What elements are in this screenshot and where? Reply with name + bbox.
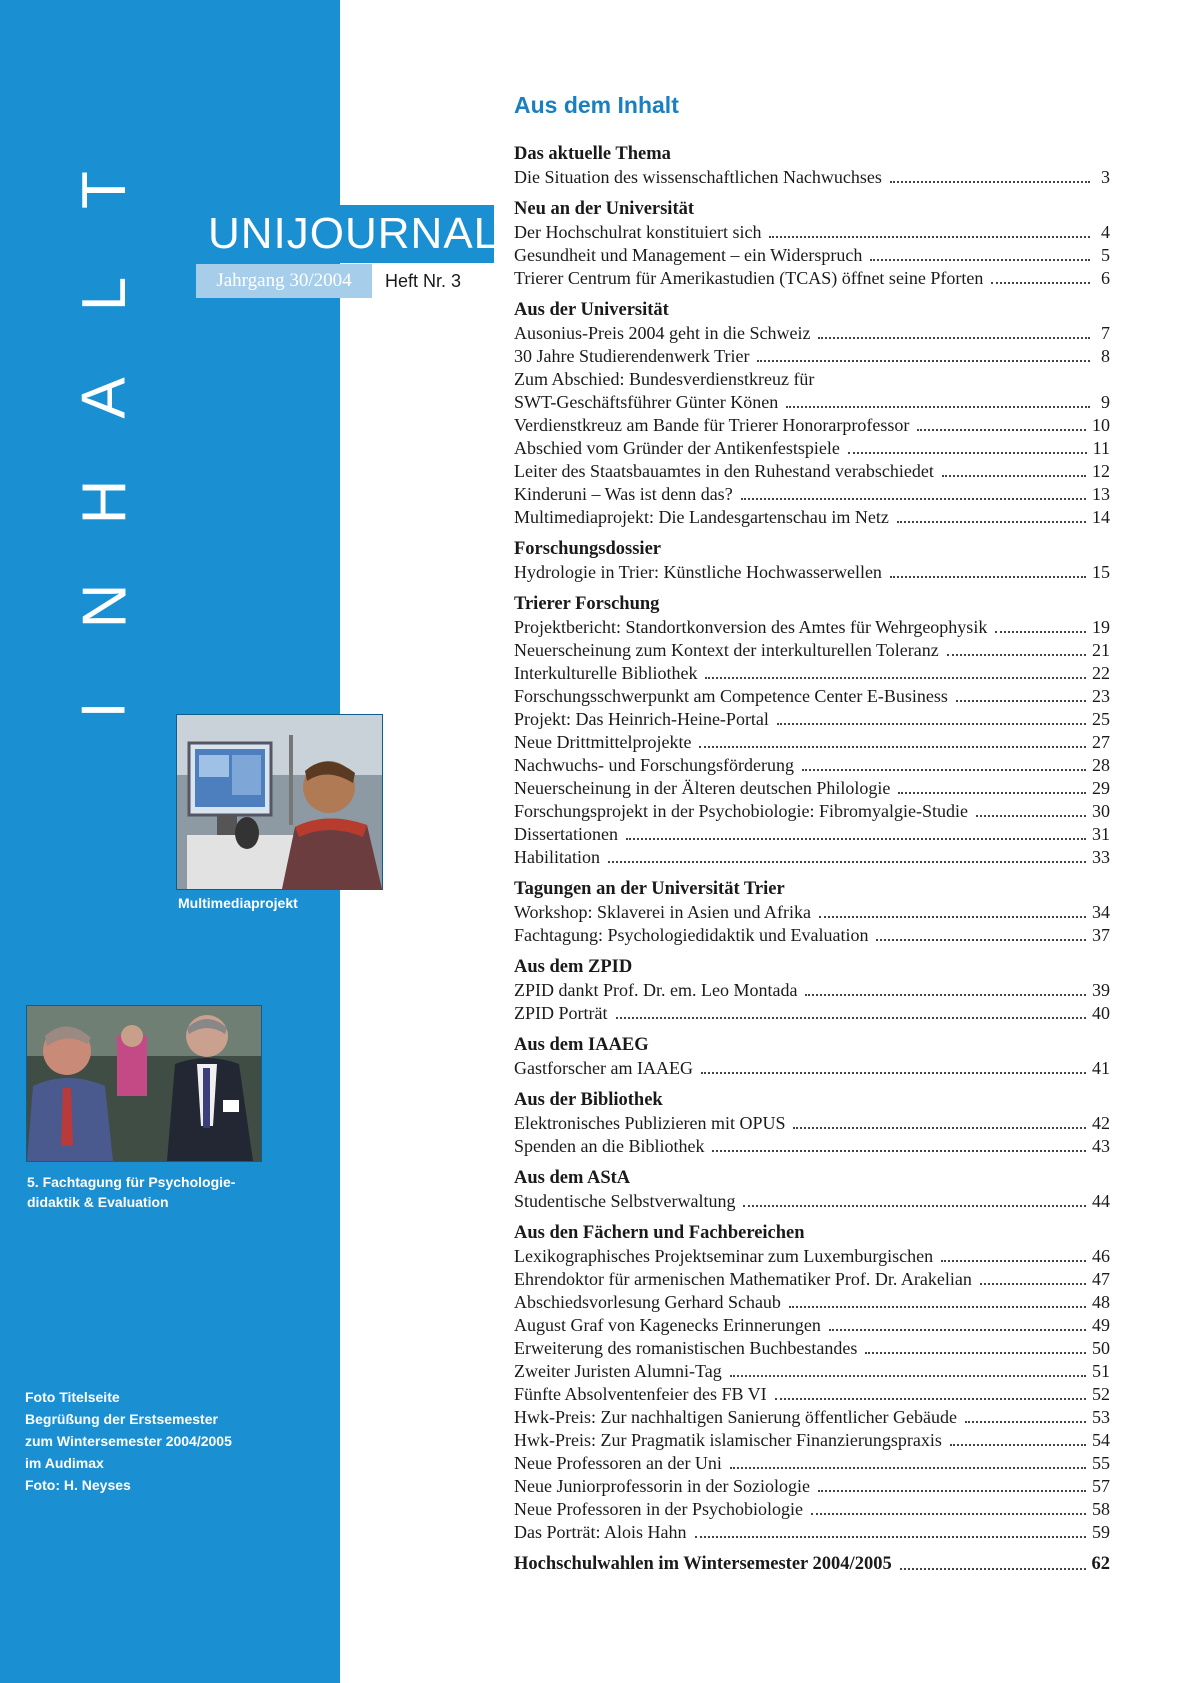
toc-entry[interactable] xyxy=(514,800,1110,823)
leader-dots xyxy=(980,1283,1086,1285)
entry-page: 49 xyxy=(1092,1315,1110,1335)
section-title: Aus der Bibliothek xyxy=(514,1090,663,1110)
toc-section xyxy=(514,1089,1110,1158)
leader-dots xyxy=(743,1205,1086,1207)
entry-title: Lexikographisches Projektseminar zum Luxemburgischen xyxy=(514,1246,934,1266)
toc-entry[interactable] xyxy=(514,1291,1110,1314)
toc-entry[interactable] xyxy=(514,823,1110,846)
entry-page: 21 xyxy=(1092,640,1110,660)
toc-entry[interactable] xyxy=(514,483,1110,506)
section-title: Forschungsdossier xyxy=(514,539,661,559)
toc-entry[interactable] xyxy=(514,639,1110,662)
caption-line: zum Wintersemester 2004/2005 xyxy=(25,1433,232,1449)
entry-title: Hochschulwahlen im Wintersemester 2004/2005 xyxy=(514,1554,892,1574)
toc-entry[interactable] xyxy=(514,1190,1110,1213)
leader-dots xyxy=(616,1017,1087,1019)
leader-dots xyxy=(695,1536,1087,1538)
toc-entry[interactable] xyxy=(514,1135,1110,1158)
entry-title: Hwk-Preis: Zur Pragmatik islamischer Finanzierungspraxis xyxy=(514,1430,942,1450)
leader-dots xyxy=(956,700,1086,702)
entry-title: Hydrologie in Trier: Künstliche Hochwasserwellen xyxy=(514,562,882,582)
toc-section xyxy=(514,956,1110,1025)
entry-title: ZPID dankt Prof. Dr. em. Leo Montada xyxy=(514,980,798,1000)
caption-line: didaktik & Evaluation xyxy=(27,1194,169,1210)
entry-page: 30 xyxy=(1092,801,1110,821)
leader-dots xyxy=(805,994,1086,996)
leader-dots xyxy=(730,1467,1086,1469)
toc-entry[interactable] xyxy=(514,506,1110,529)
leader-dots xyxy=(995,631,1086,633)
leader-dots xyxy=(608,861,1086,863)
leader-dots xyxy=(769,236,1090,238)
entry-title: Fachtagung: Psychologiedidaktik und Evaluation xyxy=(514,925,869,945)
entry-title: Hwk-Preis: Zur nachhaltigen Sanierung öffentlicher Gebäude xyxy=(514,1407,958,1427)
leader-dots xyxy=(917,429,1086,431)
caption-line: Foto: H. Neyses xyxy=(25,1477,131,1493)
entry-title: Projektbericht: Standortkonversion des Amtes für Wehrgeophysik xyxy=(514,617,988,637)
leader-dots xyxy=(870,259,1090,261)
entry-page: 51 xyxy=(1092,1361,1110,1381)
entry-title: Erweiterung des romanistischen Buchbestandes xyxy=(514,1338,858,1358)
entry-title: Abschiedsvorlesung Gerhard Schaub xyxy=(514,1292,781,1312)
entry-page: 46 xyxy=(1092,1246,1110,1266)
leader-dots xyxy=(829,1329,1086,1331)
entry-title: Nachwuchs- und Forschungsförderung xyxy=(514,755,794,775)
leader-dots xyxy=(950,1444,1086,1446)
entry-title: Leiter des Staatsbauamtes in den Ruhestand verabschiedet xyxy=(514,461,934,481)
entry-title: Verdienstkreuz am Bande für Trierer Honorarprofessor xyxy=(514,415,910,435)
entry-page: 9 xyxy=(1101,392,1110,412)
leader-dots xyxy=(701,1072,1086,1074)
toc-section xyxy=(514,1222,1110,1544)
leader-dots xyxy=(900,1568,1086,1570)
entry-title: Neuerscheinung in der Älteren deutschen Philologie xyxy=(514,778,891,798)
multimedia-photo xyxy=(176,714,383,890)
toc-entry[interactable] xyxy=(514,846,1110,869)
entry-page: 34 xyxy=(1092,902,1110,922)
entry-title: Abschied vom Gründer der Antikenfestspiele xyxy=(514,438,840,458)
entry-page: 25 xyxy=(1092,709,1110,729)
toc-entry[interactable] xyxy=(514,1337,1110,1360)
entry-page: 59 xyxy=(1092,1522,1110,1542)
leader-dots xyxy=(865,1352,1086,1354)
entry-page: 39 xyxy=(1092,980,1110,1000)
vertical-letter: L xyxy=(69,276,139,312)
toc-entry[interactable] xyxy=(514,616,1110,639)
leader-dots xyxy=(626,838,1086,840)
section-title: Das aktuelle Thema xyxy=(514,144,671,164)
toc-entry[interactable] xyxy=(514,414,1110,437)
leader-dots xyxy=(848,452,1087,454)
entry-title: Multimediaprojekt: Die Landesgartenschau im Netz xyxy=(514,507,889,527)
toc-section xyxy=(514,1167,1110,1213)
toc-entry[interactable] xyxy=(514,460,1110,483)
leader-dots xyxy=(942,475,1086,477)
toc-section xyxy=(514,299,1110,529)
entry-title: Studentische Selbstverwaltung xyxy=(514,1191,736,1211)
toc-entry-hochschulwahlen[interactable] xyxy=(514,1553,1110,1576)
entry-page: 19 xyxy=(1092,617,1110,637)
entry-page: 40 xyxy=(1092,1003,1110,1023)
multimedia-photo-caption: Multimediaprojekt xyxy=(178,895,298,911)
section-title: Aus dem ZPID xyxy=(514,957,633,977)
entry-title: Elektronisches Publizieren mit OPUS xyxy=(514,1113,786,1133)
leader-dots xyxy=(890,181,1090,183)
entry-title: Interkulturelle Bibliothek xyxy=(514,663,698,683)
toc-entry[interactable] xyxy=(514,1268,1110,1291)
entry-title: ZPID Porträt xyxy=(514,1003,608,1023)
toc-entry[interactable] xyxy=(514,731,1110,754)
entry-page: 29 xyxy=(1092,778,1110,798)
entry-page: 22 xyxy=(1092,663,1110,683)
section-title: Aus der Universität xyxy=(514,300,669,320)
entry-title: Neue Professoren an der Uni xyxy=(514,1453,722,1473)
leader-dots xyxy=(898,792,1086,794)
toc-entry[interactable] xyxy=(514,777,1110,800)
entry-title: Ausonius-Preis 2004 geht in die Schweiz xyxy=(514,323,811,343)
entry-page: 7 xyxy=(1101,323,1110,343)
toc-entry[interactable] xyxy=(514,267,1110,290)
toc-entry[interactable] xyxy=(514,166,1110,189)
entry-page: 11 xyxy=(1092,438,1110,458)
leader-dots xyxy=(941,1260,1086,1262)
entry-page: 44 xyxy=(1092,1191,1110,1211)
toc-entry[interactable] xyxy=(514,1521,1110,1544)
toc-entry[interactable] xyxy=(514,1002,1110,1025)
entry-title: Dissertationen xyxy=(514,824,618,844)
leader-dots xyxy=(775,1398,1086,1400)
entry-page: 42 xyxy=(1092,1113,1110,1133)
caption-line: Foto Titelseite xyxy=(25,1389,120,1405)
toc-section xyxy=(514,593,1110,869)
entry-title: Workshop: Sklaverei in Asien und Afrika xyxy=(514,902,812,922)
entry-title: Kinderuni – Was ist denn das? xyxy=(514,484,733,504)
entry-page: 15 xyxy=(1092,562,1110,582)
leader-dots xyxy=(890,576,1086,578)
toc-entry[interactable] xyxy=(514,244,1110,267)
entry-page: 12 xyxy=(1092,461,1110,481)
journal-logo: UNIJOURNAL xyxy=(196,205,494,263)
toc-entry[interactable] xyxy=(514,221,1110,244)
vertical-letter: N xyxy=(70,583,139,629)
section-title: Aus den Fächern und Fachbereichen xyxy=(514,1223,805,1243)
toc-entry[interactable] xyxy=(514,1452,1110,1475)
vertical-letter: T xyxy=(70,171,139,209)
entry-page: 28 xyxy=(1092,755,1110,775)
table-of-contents xyxy=(514,88,1110,1576)
entry-title: Trierer Centrum für Amerikastudien (TCAS) öffnet seine Pforten xyxy=(514,268,984,288)
entry-title: Die Situation des wissenschaftlichen Nachwuchses xyxy=(514,167,882,187)
toc-heading: Aus dem Inhalt xyxy=(514,92,679,118)
toc-section xyxy=(514,1034,1110,1080)
toc-entry[interactable] xyxy=(514,1498,1110,1521)
caption-line: 5. Fachtagung für Psychologie- xyxy=(27,1174,236,1190)
entry-page: 6 xyxy=(1101,268,1110,288)
entry-title: August Graf von Kagenecks Erinnerungen xyxy=(514,1315,821,1335)
entry-title: Neue Professoren in der Psychobiologie xyxy=(514,1499,803,1519)
leader-dots xyxy=(777,723,1086,725)
entry-title: Habilitation xyxy=(514,847,600,867)
toc-section xyxy=(514,878,1110,947)
section-title: Aus dem AStA xyxy=(514,1168,631,1188)
conference-photo xyxy=(26,1005,262,1162)
leader-dots xyxy=(876,939,1086,941)
toc-entry[interactable] xyxy=(514,1245,1110,1268)
entry-title: Neuerscheinung zum Kontext der interkulturellen Toleranz xyxy=(514,640,939,660)
entry-title: Gastforscher am IAAEG xyxy=(514,1058,693,1078)
entry-page: 23 xyxy=(1092,686,1110,706)
leader-dots xyxy=(705,677,1086,679)
entry-title: 30 Jahre Studierendenwerk Trier xyxy=(514,346,750,366)
entry-title: Fünfte Absolventenfeier des FB VI xyxy=(514,1384,767,1404)
entry-page: 48 xyxy=(1092,1292,1110,1312)
toc-entry[interactable] xyxy=(514,1429,1110,1452)
entry-page: 31 xyxy=(1092,824,1110,844)
entry-title-line[interactable]: Zum Abschied: Bundesverdienstkreuz für xyxy=(514,369,815,389)
toc-entry[interactable] xyxy=(514,1360,1110,1383)
leader-dots xyxy=(757,360,1090,362)
entry-title: Neue Juniorprofessorin in der Soziologie xyxy=(514,1476,810,1496)
toc-section xyxy=(514,143,1110,189)
entry-page: 5 xyxy=(1101,245,1110,265)
entry-title: SWT-Geschäftsführer Günter Könen xyxy=(514,392,779,412)
entry-page: 37 xyxy=(1092,925,1110,945)
conference-photo-caption xyxy=(27,1172,307,1212)
toc-entry[interactable] xyxy=(514,1112,1110,1135)
entry-title: Forschungsprojekt in der Psychobiologie: Fibromyalgie-Studie xyxy=(514,801,968,821)
entry-title: Zweiter Juristen Alumni-Tag xyxy=(514,1361,722,1381)
volume-label: Jahrgang 30/2004 xyxy=(196,264,372,298)
leader-dots xyxy=(699,746,1086,748)
entry-title: Spenden an die Bibliothek xyxy=(514,1136,705,1156)
toc-entry[interactable] xyxy=(514,662,1110,685)
leader-dots xyxy=(811,1513,1086,1515)
entry-title: Das Porträt: Alois Hahn xyxy=(514,1522,687,1542)
entry-title: Ehrendoktor für armenischen Mathematiker Prof. Dr. Arakelian xyxy=(514,1269,972,1289)
toc-entry[interactable] xyxy=(514,979,1110,1002)
entry-title: Neue Drittmittelprojekte xyxy=(514,732,692,752)
section-title: Neu an der Universität xyxy=(514,199,695,219)
entry-page: 53 xyxy=(1092,1407,1110,1427)
vertical-letter: I xyxy=(69,701,139,719)
leader-dots xyxy=(712,1150,1086,1152)
toc-entry[interactable] xyxy=(514,901,1110,924)
toc-section xyxy=(514,538,1110,584)
entry-page: 8 xyxy=(1101,346,1110,366)
leader-dots xyxy=(897,521,1086,523)
toc-entry[interactable] xyxy=(514,924,1110,947)
caption-line: im Audimax xyxy=(25,1455,104,1471)
leader-dots xyxy=(786,406,1090,408)
toc-entry[interactable] xyxy=(514,437,1110,460)
leader-dots xyxy=(802,769,1086,771)
toc-section xyxy=(514,198,1110,290)
entry-page: 41 xyxy=(1092,1058,1110,1078)
entry-page: 55 xyxy=(1092,1453,1110,1473)
entry-page: 54 xyxy=(1092,1430,1110,1450)
section-title: Trierer Forschung xyxy=(514,594,660,614)
leader-dots xyxy=(793,1127,1086,1129)
entry-page: 3 xyxy=(1101,167,1110,187)
entry-page: 4 xyxy=(1101,222,1110,242)
entry-page: 10 xyxy=(1092,415,1110,435)
leader-dots xyxy=(741,498,1086,500)
entry-page: 62 xyxy=(1091,1554,1110,1574)
entry-page: 13 xyxy=(1092,484,1110,504)
section-title: Aus dem IAAEG xyxy=(514,1035,649,1055)
leader-dots xyxy=(818,1490,1086,1492)
caption-line: Begrüßung der Erstsemester xyxy=(25,1411,218,1427)
leader-dots xyxy=(819,916,1086,918)
toc-entry[interactable] xyxy=(514,1406,1110,1429)
entry-page: 58 xyxy=(1092,1499,1110,1519)
toc-entry[interactable] xyxy=(514,685,1110,708)
entry-page: 27 xyxy=(1092,732,1110,752)
entry-title: Der Hochschulrat konstituiert sich xyxy=(514,222,762,242)
entry-page: 33 xyxy=(1092,847,1110,867)
entry-page: 52 xyxy=(1092,1384,1110,1404)
section-title: Tagungen an der Universität Trier xyxy=(514,879,785,899)
toc-entry[interactable] xyxy=(514,1057,1110,1080)
toc-entry[interactable] xyxy=(514,1475,1110,1498)
cover-photo-caption xyxy=(25,1386,325,1496)
leader-dots xyxy=(730,1375,1086,1377)
leader-dots xyxy=(976,815,1086,817)
toc-entry[interactable] xyxy=(514,561,1110,584)
toc-entry[interactable] xyxy=(514,754,1110,777)
leader-dots xyxy=(818,337,1090,339)
toc-entry[interactable] xyxy=(514,1314,1110,1337)
toc-entry[interactable] xyxy=(514,391,1110,414)
entry-page: 50 xyxy=(1092,1338,1110,1358)
entry-page: 47 xyxy=(1092,1269,1110,1289)
vertical-title xyxy=(69,138,139,762)
entry-page: 57 xyxy=(1092,1476,1110,1496)
entry-title: Projekt: Das Heinrich-Heine-Portal xyxy=(514,709,769,729)
leader-dots xyxy=(947,654,1086,656)
entry-title: Forschungsschwerpunkt am Competence Center E-Business xyxy=(514,686,948,706)
toc-entry[interactable] xyxy=(514,1383,1110,1406)
entry-page: 14 xyxy=(1092,507,1110,527)
vertical-letter: H xyxy=(70,479,139,525)
leader-dots xyxy=(965,1421,1086,1423)
entry-title: Gesundheit und Management – ein Widerspruch xyxy=(514,245,863,265)
toc-entry[interactable] xyxy=(514,708,1110,731)
issue-label: Heft Nr. 3 xyxy=(385,271,462,291)
vertical-letter: A xyxy=(69,377,139,419)
toc-entry[interactable] xyxy=(514,322,1110,345)
entry-page: 43 xyxy=(1092,1136,1110,1156)
leader-dots xyxy=(789,1306,1086,1308)
toc-entry[interactable] xyxy=(514,345,1110,368)
leader-dots xyxy=(991,282,1090,284)
